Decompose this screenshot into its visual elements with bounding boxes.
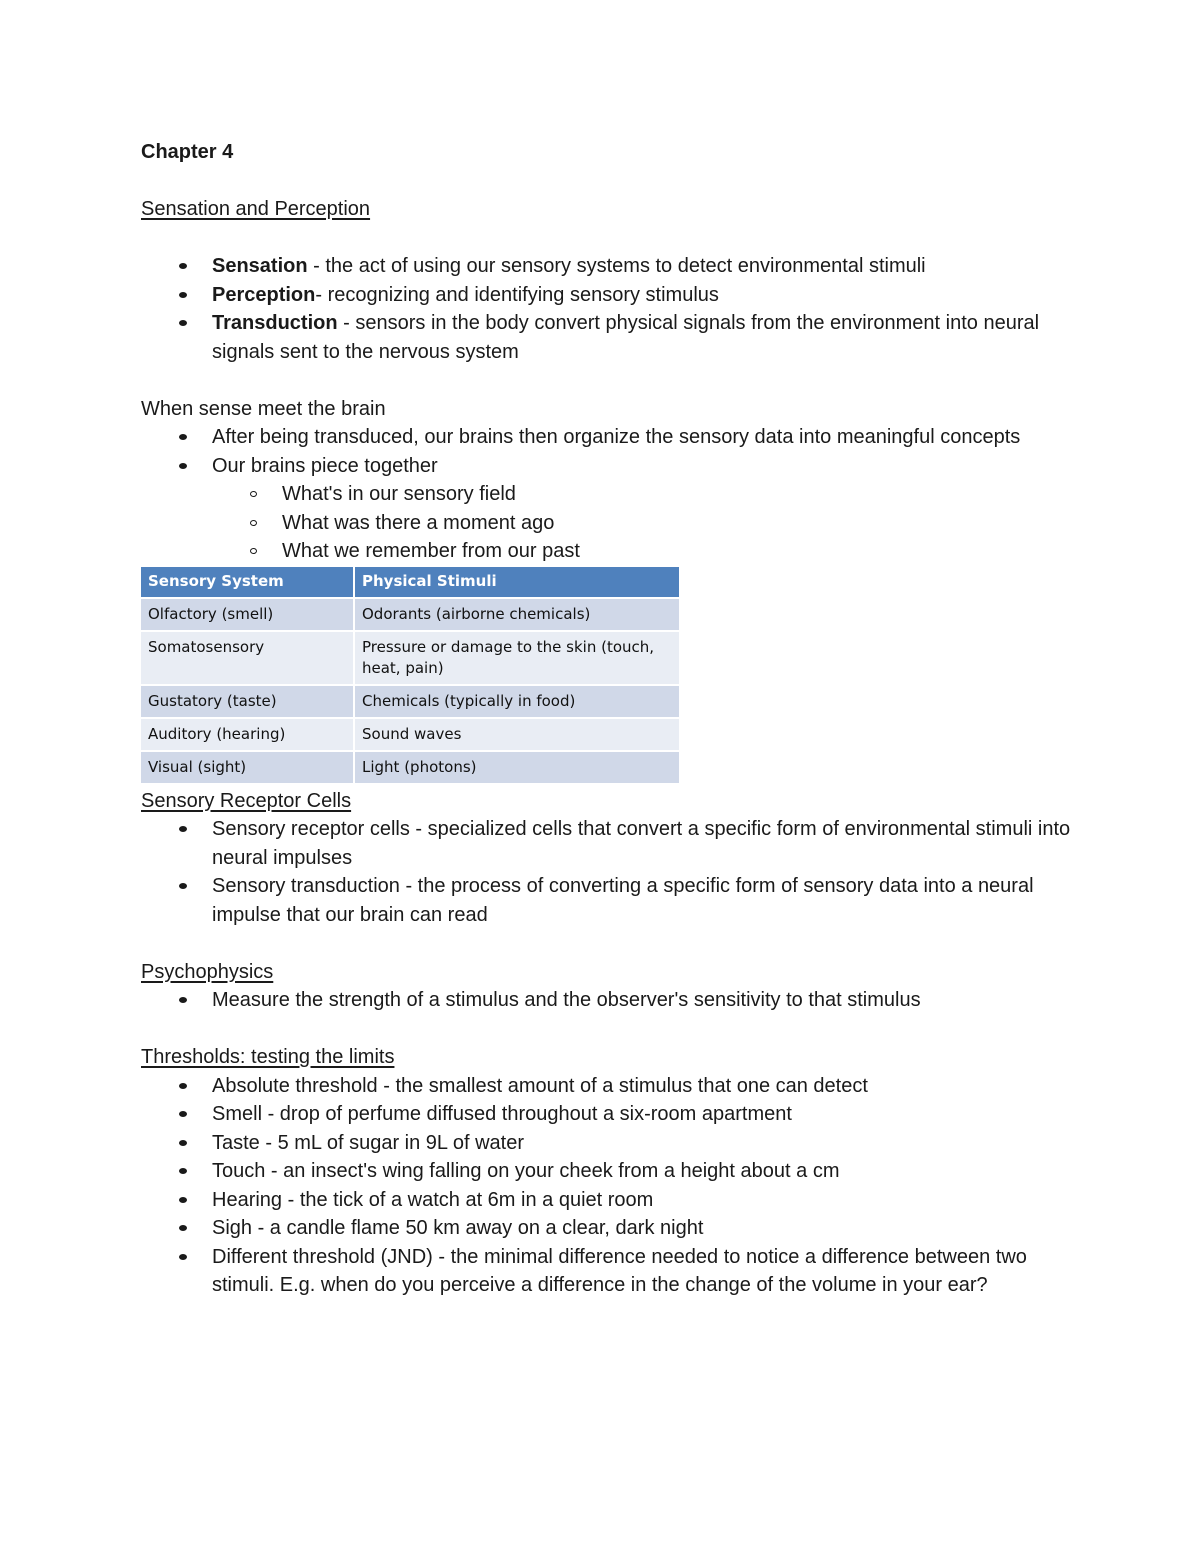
definition: - recognizing and identifying sensory stimulus bbox=[315, 283, 719, 306]
list-item: Different threshold (JND) - the minimal difference needed to notice a difference between two stimuli. E.g. when do you perceive a difference in the change of the volume in your ear? bbox=[141, 1243, 1071, 1300]
list-item bbox=[141, 281, 1071, 310]
list-item: Smell - drop of perfume diffused throughout a six-room apartment bbox=[141, 1100, 1071, 1129]
table-cell: Gustatory (taste) bbox=[141, 685, 354, 718]
table-cell: Sound waves bbox=[354, 718, 680, 751]
table-cell: Olfactory (smell) bbox=[141, 598, 354, 631]
sense-brain-list bbox=[141, 423, 1071, 566]
thresholds-list bbox=[141, 1072, 1071, 1300]
list-item: Taste - 5 mL of sugar in 9L of water bbox=[141, 1129, 1071, 1158]
table-header-cell: Sensory System bbox=[141, 567, 354, 598]
term: Perception bbox=[212, 283, 316, 306]
list-item: Absolute threshold - the smallest amount of a stimulus that one can detect bbox=[141, 1072, 1071, 1101]
table-row bbox=[141, 631, 680, 685]
psychophysics-list bbox=[141, 986, 1071, 1015]
table-header-row bbox=[141, 567, 680, 598]
sub-list-item: What we remember from our past bbox=[141, 537, 1071, 566]
term: Sensation bbox=[212, 255, 308, 277]
list-item: Sensory receptor cells - specialized cells that convert a specific form of environmental stimuli into neural impulses bbox=[141, 815, 1071, 872]
table-cell: Pressure or damage to the skin (touch, heat, pain) bbox=[354, 631, 680, 685]
table-cell: Somatosensory bbox=[141, 631, 354, 685]
section-heading-receptor-cells: Sensory Receptor Cells bbox=[141, 789, 352, 812]
sub-list-item: What's in our sensory field bbox=[141, 480, 1071, 509]
sub-list-item: What was there a moment ago bbox=[141, 509, 1071, 538]
section-heading-sensation-perception: Sensation and Perception bbox=[141, 198, 371, 220]
list-item: Hearing - the tick of a watch at 6m in a quiet room bbox=[141, 1186, 1071, 1215]
table-header-cell: Physical Stimuli bbox=[354, 567, 680, 598]
section-heading-thresholds: Thresholds: testing the limits bbox=[141, 1046, 395, 1068]
sensation-list bbox=[141, 252, 1071, 366]
sensory-system-table bbox=[141, 567, 681, 783]
definition: - the act of using our sensory systems to detect environmental stimuli bbox=[307, 255, 926, 277]
list-item: Our brains piece together bbox=[141, 452, 1071, 481]
chapter-title: Chapter 4 bbox=[141, 141, 234, 163]
table-cell: Auditory (hearing) bbox=[141, 718, 354, 751]
table-row bbox=[141, 598, 680, 631]
list-item: After being transduced, our brains then organize the sensory data into meaningful concepts bbox=[141, 423, 1071, 452]
list-item bbox=[141, 309, 1071, 366]
list-item: Sigh - a candle flame 50 km away on a clear, dark night bbox=[141, 1214, 1071, 1243]
table-cell: Light (photons) bbox=[354, 751, 680, 783]
list-item bbox=[141, 252, 1071, 281]
section-heading-sense-brain: When sense meet the brain bbox=[141, 397, 386, 420]
table-cell: Visual (sight) bbox=[141, 751, 354, 783]
table-row bbox=[141, 685, 680, 718]
definition: - sensors in the body convert physical signals from the environment into neural signals sent to the nervous system bbox=[212, 312, 1040, 363]
table-row bbox=[141, 718, 680, 751]
table-cell: Chemicals (typically in food) bbox=[354, 685, 680, 718]
term: Transduction bbox=[212, 312, 338, 334]
list-item: Measure the strength of a stimulus and the observer's sensitivity to that stimulus bbox=[141, 986, 1071, 1015]
document-body bbox=[141, 138, 1071, 1300]
list-item: Sensory transduction - the process of converting a specific form of sensory data into a neural impulse that our brain can read bbox=[141, 872, 1071, 929]
receptor-cells-list bbox=[141, 815, 1071, 929]
table-cell: Odorants (airborne chemicals) bbox=[354, 598, 680, 631]
list-item: Touch - an insect's wing falling on your cheek from a height about a cm bbox=[141, 1157, 1071, 1186]
table-row bbox=[141, 751, 680, 783]
section-heading-psychophysics: Psychophysics bbox=[141, 960, 274, 983]
